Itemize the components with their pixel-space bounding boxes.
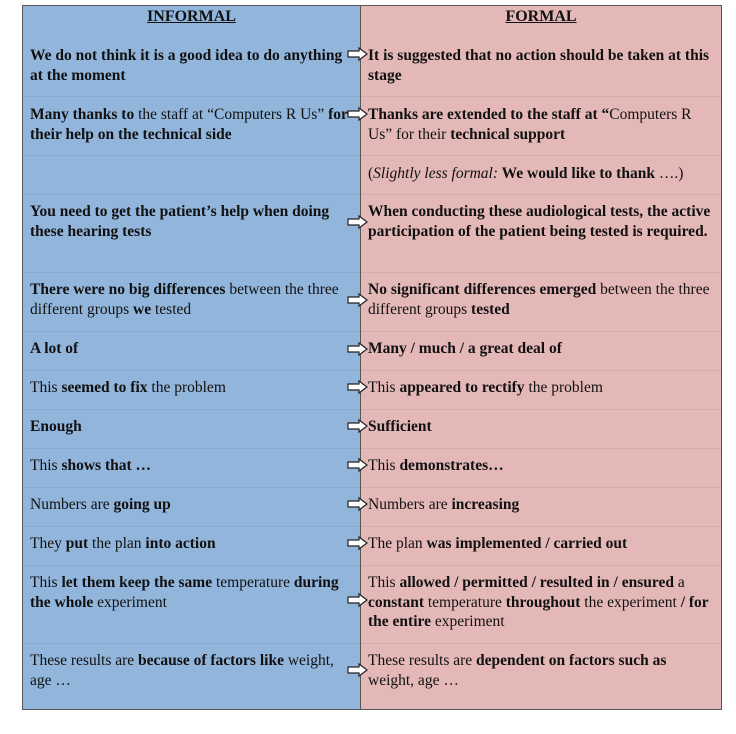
informal-text-segment: These results are <box>30 652 139 669</box>
formal-cell <box>368 534 715 554</box>
informal-text-segment: They <box>30 535 66 552</box>
row-divider <box>361 96 721 97</box>
informal-cell <box>30 456 354 476</box>
formal-text-segment: Numbers are <box>368 496 452 513</box>
informal-cell <box>30 339 354 359</box>
formal-text-segment: a <box>674 574 685 591</box>
row-divider <box>23 331 360 332</box>
informal-text-segment: into action <box>145 535 216 552</box>
informal-text-segment: during the whole <box>30 574 339 611</box>
formal-text-segment: the experiment <box>580 593 681 611</box>
informal-text-segment: going up <box>113 496 171 513</box>
row-divider <box>361 565 721 566</box>
formal-cell <box>368 417 715 437</box>
row-divider <box>361 155 721 156</box>
formal-cell <box>368 202 715 241</box>
formal-cell <box>368 651 715 690</box>
formal-text-segment: was implemented / carried out <box>426 535 628 552</box>
formal-cell <box>368 495 715 515</box>
formal-text-segment: ( <box>368 165 374 182</box>
informal-text-segment: A lot of <box>30 340 79 357</box>
formal-cell <box>368 378 715 398</box>
formal-cell <box>368 573 715 632</box>
formal-text-segment: throughout <box>505 593 581 611</box>
row-divider <box>23 370 360 371</box>
formal-cell <box>368 339 715 359</box>
row-divider <box>23 448 360 449</box>
informal-cell <box>30 651 354 690</box>
informal-text-segment: experiment <box>93 593 167 611</box>
informal-text-segment: There were no big differences <box>30 281 226 298</box>
row-divider <box>361 331 721 332</box>
informal-text-segment: Many thanks to <box>30 106 135 123</box>
formal-cell <box>368 46 715 85</box>
informal-column <box>23 6 361 709</box>
row-divider <box>361 487 721 488</box>
row-divider <box>23 526 360 527</box>
formal-text-segment: tested <box>471 300 510 318</box>
informal-text-segment: We do not think it is a good idea to do anything at the moment <box>30 47 343 84</box>
row-divider <box>23 643 360 644</box>
informal-text-segment: shows that … <box>61 457 152 474</box>
informal-text-segment: the staff at “Computers R Us” <box>134 106 325 123</box>
formal-text-segment: temperature <box>423 593 506 611</box>
row-divider <box>23 96 360 97</box>
formal-header: FORMAL <box>505 8 577 25</box>
formal-text-segment: experiment <box>430 613 505 630</box>
row-divider <box>361 272 721 273</box>
informal-text-segment: Enough <box>30 418 82 435</box>
informal-text-segment: for their help on the technical side <box>30 106 348 143</box>
formal-text-segment: This <box>368 574 400 591</box>
formal-text-segment: ….) <box>654 165 684 182</box>
row-divider <box>23 155 360 156</box>
formal-text-segment: It is suggested that no action should be taken at this stage <box>368 47 710 84</box>
row-divider <box>361 526 721 527</box>
formal-text-segment: Computers R Us” for their <box>368 106 692 143</box>
formal-text-segment: We would like to thank <box>498 165 655 182</box>
formal-text-segment: increasing <box>451 496 520 513</box>
formal-cell <box>368 105 715 144</box>
formal-text-segment: Many / much / a great deal of <box>368 340 562 357</box>
row-divider <box>23 194 360 195</box>
formal-text-segment: No significant differences emerged <box>368 281 597 298</box>
informal-header: INFORMAL <box>147 8 236 25</box>
informal-text-segment: You need to get the patient’s help when doing these hearing tests <box>30 203 330 240</box>
row-divider <box>361 409 721 410</box>
comparison-table <box>22 5 722 710</box>
informal-cell <box>30 202 354 241</box>
informal-text-segment: the problem <box>147 379 226 396</box>
informal-text-segment: we <box>133 300 152 318</box>
formal-text-segment: Sufficient <box>368 418 432 435</box>
formal-cell <box>368 280 715 319</box>
informal-cell <box>30 495 354 515</box>
row-divider <box>361 643 721 644</box>
row-divider <box>23 487 360 488</box>
informal-text-segment: weight, age … <box>30 652 334 689</box>
informal-cell <box>30 378 354 398</box>
informal-text-segment: Numbers are <box>30 496 114 513</box>
row-divider <box>23 272 360 273</box>
informal-cell <box>30 280 354 319</box>
informal-cell <box>30 46 354 85</box>
formal-text-segment: allowed / permitted / resulted in / ensured <box>399 574 674 591</box>
informal-text-segment: temperature <box>212 574 294 591</box>
formal-text-segment: This <box>368 379 400 396</box>
informal-text-segment: because of factors like <box>138 652 284 669</box>
row-divider <box>361 448 721 449</box>
informal-text-segment: This <box>30 457 62 474</box>
informal-text-segment: let them keep the same <box>61 574 213 591</box>
informal-cell <box>30 105 354 144</box>
formal-text-segment: Slightly less formal: <box>373 165 499 182</box>
informal-text-segment: put <box>65 535 89 552</box>
informal-text-segment: This <box>30 574 62 591</box>
row-divider <box>361 370 721 371</box>
formal-column <box>361 6 721 709</box>
row-divider <box>23 409 360 410</box>
informal-text-segment: This <box>30 379 62 396</box>
formal-text-segment: dependent on factors such as <box>476 652 667 669</box>
informal-cell <box>30 417 354 437</box>
formal-text-segment: The plan <box>368 535 427 552</box>
row-divider <box>23 565 360 566</box>
informal-text-segment: between the three different groups <box>30 281 339 318</box>
formal-cell <box>368 164 715 184</box>
formal-text-segment: / for the entire <box>368 593 709 630</box>
informal-text-segment: seemed to fix <box>61 379 148 396</box>
formal-text-segment: weight, age … <box>368 671 459 689</box>
formal-text-segment: appeared to rectify <box>399 379 525 396</box>
formal-cell <box>368 456 715 476</box>
formal-text-segment: These results are <box>368 652 477 669</box>
formal-text-segment: technical support <box>450 125 566 143</box>
formal-text-segment: constant <box>368 593 424 611</box>
formal-text-segment: Thanks are extended to the staff at “ <box>368 106 610 123</box>
formal-text-segment: This <box>368 457 400 474</box>
formal-text-segment: demonstrates… <box>399 457 504 474</box>
formal-text-segment: the problem <box>524 379 603 396</box>
formal-text-segment: between the three different groups <box>368 281 710 318</box>
informal-cell <box>30 534 354 554</box>
informal-cell <box>30 573 354 612</box>
formal-text-segment: When conducting these audiological tests, the active participation of the patient being tested is required. <box>368 203 711 240</box>
informal-text-segment: the plan <box>88 535 146 552</box>
informal-text-segment: tested <box>151 300 192 318</box>
row-divider <box>361 194 721 195</box>
